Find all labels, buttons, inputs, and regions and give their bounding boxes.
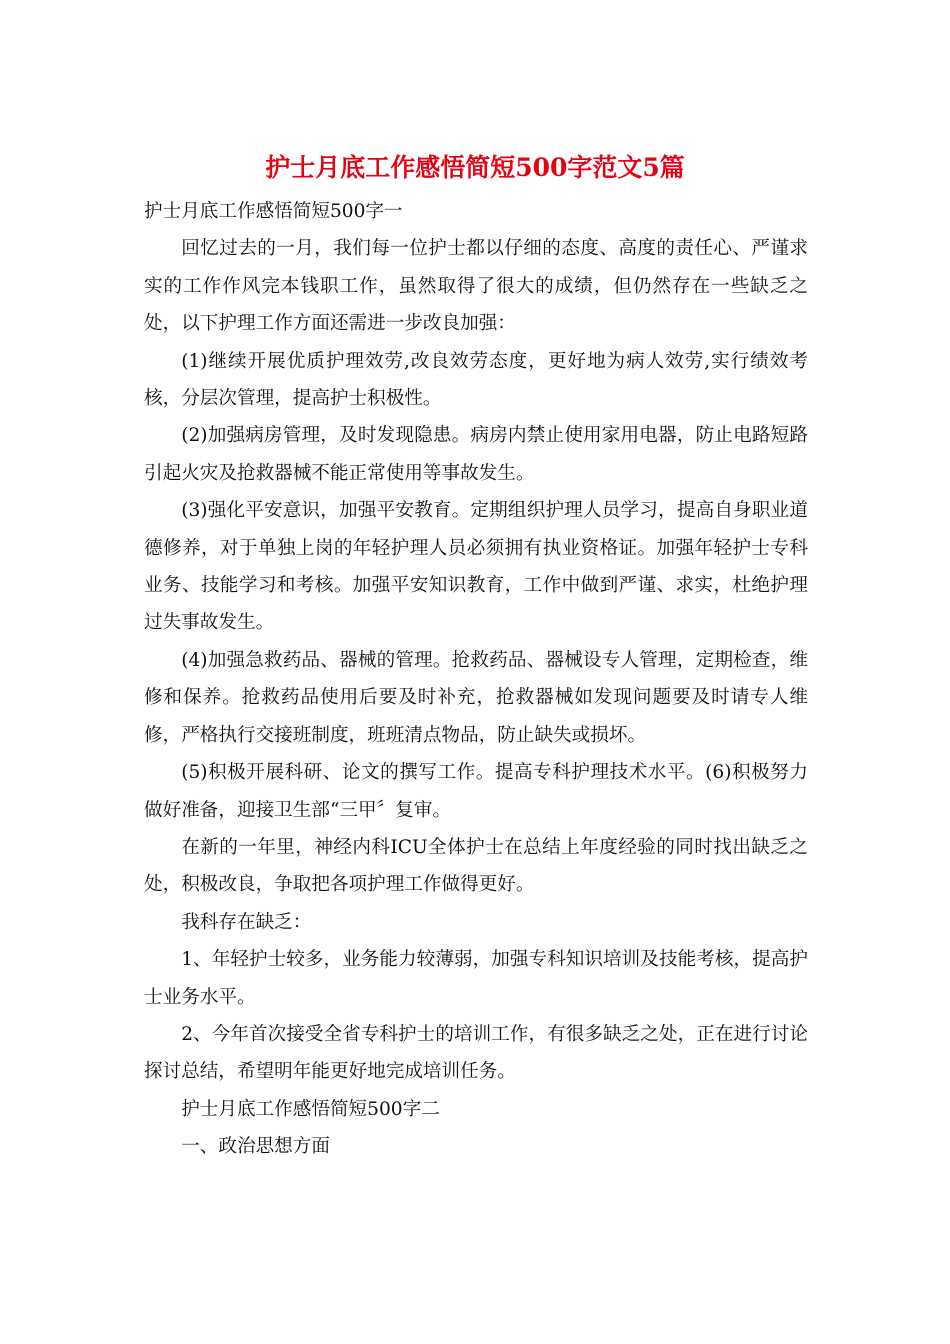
paragraph: 我科存在缺乏： bbox=[181, 911, 312, 933]
document-title: 护士月底工作感悟简短500字范文5篇 bbox=[265, 153, 685, 182]
paragraph: 1、年轻护士较多，业务能力较薄弱，加强专科知识培训及技能考核，提高护士业务水平。 bbox=[144, 949, 808, 1008]
paragraph: 回忆过去的一月，我们每一位护士都以仔细的态度、高度的责任心、严谨求实的工作作风完本钱职工作，虽然取得了很大的成绩，但仍然存在一些缺乏之处，以下护理工作方面还需进一步改良加强： bbox=[144, 238, 808, 335]
paragraph: (4)加强急救药品、器械的管理。抢救药品、器械设专人管理，定期检查，维修和保养。抢救药品使用后要及时补充，抢救器械如发现问题要及时请专人维修，严格执行交接班制度，班班清点物品，防止缺失或损坏。 bbox=[144, 649, 808, 746]
paragraph: (2)加强病房管理，及时发现隐患。病房内禁止使用家用电器，防止电路短路引起火灾及抢救器械不能正常使用等事故发生。 bbox=[144, 425, 808, 484]
section-heading-1: 护士月底工作感悟简短500字一 bbox=[144, 201, 403, 222]
paragraph: (3)强化平安意识，加强平安教育。定期组织护理人员学习，提高自身职业道德修养，对于单独上岗的年轻护理人员必须拥有执业资格证。加强年轻护士专科业务、技能学习和考核。加强平安知识教育，工作中做到严谨、求实，杜绝护理过失事故发生。 bbox=[144, 500, 808, 634]
document-body bbox=[144, 193, 808, 1166]
paragraph: 在新的一年里，神经内科ICU全体护士在总结上年度经验的同时找出缺乏之处，积极改良，争取把各项护理工作做得更好。 bbox=[144, 836, 808, 896]
subsection-heading: 一、政治思想方面 bbox=[181, 1136, 330, 1158]
paragraph: (1)继续开展优质护理效劳,改良效劳态度，更好地为病人效劳,实行绩效考核，分层次管理，提高护士积极性。 bbox=[144, 350, 808, 410]
paragraph: 2、今年首次接受全省专科护士的培训工作，有很多缺乏之处，正在进行讨论探讨总结，希望明年能更好地完成培训任务。 bbox=[144, 1023, 808, 1083]
paragraph: (5)积极开展科研、论文的撰写工作。提高专科护理技术水平。(6)积极努力做好准备，迎接卫生部“三甲〞复审。 bbox=[144, 762, 808, 821]
section-heading-2: 护士月底工作感悟简短500字二 bbox=[181, 1098, 440, 1120]
